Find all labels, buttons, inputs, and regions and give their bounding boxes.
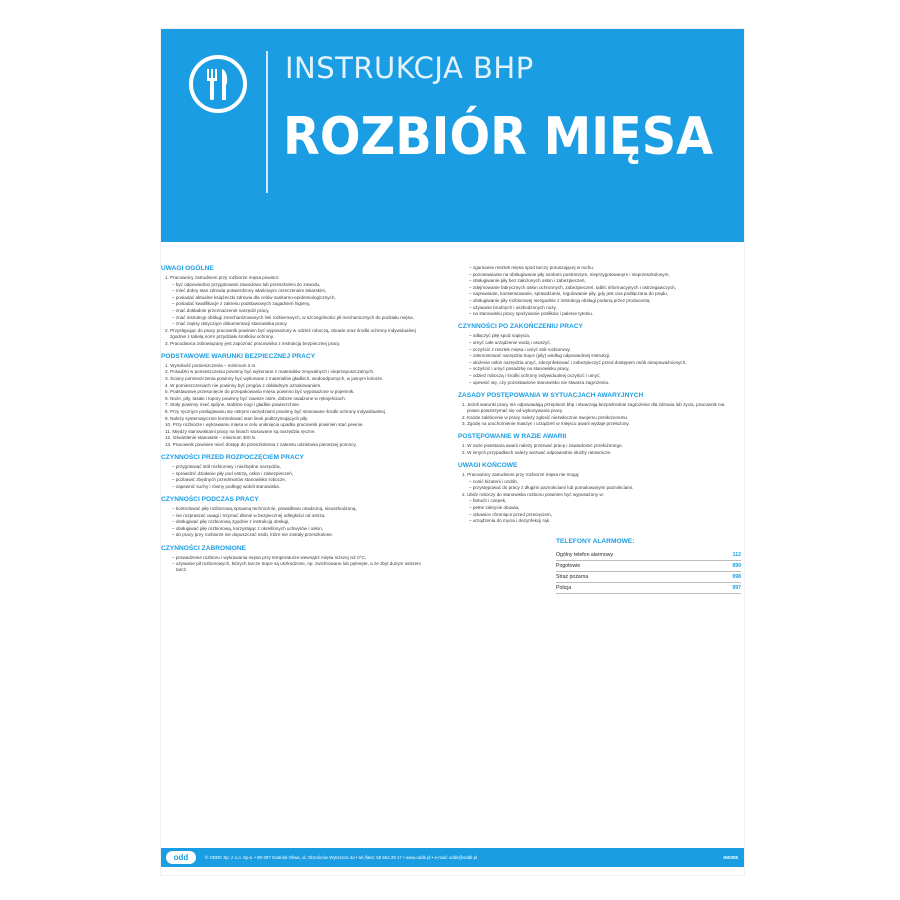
instruction-item: – zapewnić suchy i równy podłogę wokół stanowiska. [172,483,281,489]
instruction-item: 2. Każde zakłócenie w pracy należy zgłosić niezwłocznie swojemu przełożonemu. [462,414,629,420]
instruction-item: 6. Noże, piły, tasaki i topory powinny być zawsze ostre, dobrze osadzone w rękojeściach. [165,395,346,401]
instruction-item: 8. Przy ręcznym posługiwaniu się ostrymi narzędziami powinny być stosowane środki ochrony indywidualnej. [165,408,387,414]
section-title: POSTĘPOWANIE W RAZIE AWARII [458,433,567,441]
instruction-item: 9. Należy systematycznie kontrolować stan linek podtrzymujących piły. [165,415,309,421]
instruction-item: – posiadać kwalifikacje z zakresu podstawowych zagadnień higieny, [172,301,311,307]
instruction-item: – upewnić się, czy pozostawione stanowisko nie stwarza zagrożenia. [469,379,610,385]
phone-list [556,550,741,594]
instruction-item: – używanie brudnych i uszkodzonych noży, [469,304,557,310]
fork-knife-icon [189,55,247,113]
instruction-item: – obsługiwać piłę rozbiorową, korzystając z określonych uchwytów i osłon, [172,525,323,531]
instruction-item: – mieć dobry stan zdrowia potwierdzony właściwym orzeczeniem lekarskim, [172,288,327,294]
instruction-item: – znać zapisy dotyczące dokumentacji stanowiska pracy. [172,321,288,327]
phone-row [556,583,741,594]
instruction-item: – odłączyć piłę spod napięcia, [469,333,531,339]
instruction-item: – przygotować stół rozbiorowy i niezbędne narzędzia, [172,464,281,470]
instruction-item: 12. Oświetlenie stanowisk – minimum 300 lx. [165,435,257,441]
phone-label: Ogólny telefon alarmowy [556,552,614,559]
instruction-item: 3. Ściany pomieszczenia powinny być wykonane z materiałów gładkich, wodoodpornych, w jasnym kolorze. [165,375,384,381]
section-title: UWAGI KOŃCOWE [458,462,518,470]
instruction-item: – nosić biżuterii i ozdób, [469,478,519,484]
instruction-item: – obsługiwać piłę rozbiorową zgodnie z instrukcją obsługi, [172,519,290,525]
section-title: CZYNNOŚCI ZABRONIONE [161,544,246,552]
instruction-item: 3. Zgodę na uruchomienie maszyn i urządzeń w miejscu awarii wydaje przełożony. [462,421,630,427]
page-title: ROZBIÓR MIĘSA [283,107,714,167]
instruction-item: – fartuch i czepek, [469,498,507,504]
phone-number: 999 [732,563,741,570]
phone-label: Straż pożarna [556,574,589,581]
instruction-item: – pełne zakrycie obuwia, [469,505,520,511]
instruction-item: 2. Posadzki w pomieszczeniu powinny być wykonane z materiałów zmywalnych i nieprzepuszczalnych. [165,369,375,375]
instruction-item: – pozostawianie na obsługiwanie piły osobom postronnym, nieprzygotowanym i nieprzeszkolonym, [469,271,670,277]
instruction-item: 7. Stoły powinny mieć spójne, stabilne nogi i gładkie powierzchnie. [165,402,301,408]
phones-title: TELEFONY ALARMOWE: [556,538,635,546]
phone-number: 997 [732,585,741,592]
header-kicker: INSTRUKCJA BHP [285,51,534,85]
footer-bar [161,848,744,867]
right-sections [458,265,726,524]
instruction-item: – posiadać aktualne książeczki zdrowia dla celów sanitarno-epidemiologicznych, [172,294,336,300]
instruction-item: – pozbawić zbędnych przedmiotów stanowisko robocze, [172,477,287,483]
instruction-item: 2. Ubiór roboczy do stanowiska rozbioru powinien być wyposażony w: [462,491,604,497]
phone-number: 112 [732,552,741,559]
right-column [458,265,741,594]
header-banner [161,29,744,242]
instruction-item: – znać instrukcję obsługi zmechanizowanych linii rozbierowych, w szczególności pił mechanicznych do podziału mięsa, [172,314,414,320]
instruction-item: 2. Przystępując do pracy pracownik powinien być wyposażony w odzież roboczą, obuwie oraz środki ochrony indywidualnej zgodnie z tabelą norm przydziału środków ochrony. [165,327,416,339]
section-title: CZYNNOŚCI PRZED ROZPOCZĘCIEM PRACY [161,454,304,462]
instruction-item: 4. W pomieszczeniach nie powinny być progów z dokładnym oznakowaniem. [165,382,322,388]
section-title: UWAGI OGÓLNE [161,265,214,272]
instruction-item: 1. Pracownicy zatrudnieni przy rozbiorze mięsa nie mogą: [462,472,580,478]
section-title: PODSTAWOWE WARUNKI BEZPIECZNEJ PRACY [161,352,316,360]
instruction-item: – znać dokładnie przeznaczenie narzędzi pracy, [172,307,270,313]
instruction-item: – naprawianie, konserwowanie, sprawdzanie, regulowanie piły, gdy jest ona podłączona do prądu, [469,291,669,297]
instruction-item: 3. Pracodawca zobowiązany jest zapoznać pracownika z instrukcją bezpiecznej pracy. [165,340,341,346]
instruction-item: – na stanowisku pracy spożywanie posiłków i palenie tytoniu. [469,311,594,317]
instruction-item: – używanie pił rozbiorowych, których tarcze tnące są uszkodzone, np. zwichrowane lub pęknięte, a ze zbyt dużym ostrzem tarcz. [172,561,421,573]
instruction-item: – oczyścić i umyć posadzkę na stanowisku pracy, [469,366,570,372]
phone-label: Policja [556,585,572,592]
instruction-item: – obsługiwanie piły rozbiorowej niezgodnie z instrukcją obsługi podaną przez producenta, [469,297,651,303]
instruction-item: – oczyścić z resztek mięsa i umyć stół rozbiorowy, [469,346,571,352]
phone-row [556,572,741,583]
instruction-item: 13. Pracownik powinien mieć dostęp do przeszkolenia z zakresu udzielania pierwszej pomocy. [165,441,357,447]
phone-number: 998 [732,574,741,581]
instruction-item: – być odpowiednio przygotowani zawodowo lub przeszkoleni do zawodu, [172,281,321,287]
phone-row [556,561,741,572]
left-column [161,265,429,574]
instruction-item: 1. W razie powstania awarii należy przerwać pracę i zawiadomić przełożonego. [462,443,623,449]
instruction-item: – urządzenia do mycia i dezynfekcji rąk. [469,518,551,524]
instruction-item: – ułożenie osłon narzędzia umyć, zdezynfekować i zabezpieczyć przed dostępem osób nieupoważnionych, [469,359,687,365]
instruction-item: – do pracy przy rozbiorze nie dopuszczać osób, które nie zostały przeszkolone. [172,532,334,538]
footer-logo: odd [166,851,196,864]
instruction-item: – prowadzenie rozbioru i wykrawania mięsa przy temperaturze wewnątrz mięsa niższej niż 0°C, [172,554,367,560]
instruction-item: – przystępować do pracy z długimi paznokciami lub pomalowanymi paznokciami. [469,485,634,491]
instruction-item: – rękawice chroniące przed przecięciem, [469,511,552,517]
instruction-item: – nie rozpraszać uwagi i trzymać dłonie w bezpiecznej odległości od ostrza, [172,512,326,518]
instruction-item: 1. Wysokość pomieszczenia – minimum 3 m. [165,362,257,368]
instruction-item: 11. Między stanowiskami pracy na liniach stosowane są narzędzia ręczne. [165,428,316,434]
footer-contact: © ODDK Sp. z o.o. Sp.k. • 80-297 Gdańsk-Oliwa, ul. Obrońców Wybrzeża 4d • tel./faks: 58 554 29 17 • www.oddk.pl • e-mail: oddk@oddk.pl [205,855,477,860]
instruction-item: – kontrolować piłę rozbiorową sprawną technicznie, prawidłowo osadzoną, nieuszkodzoną, [172,506,357,512]
phone-label: Pogotowie [556,563,581,570]
instruction-item: – sprawdzić działanie piły pod ostrzą, osłon i zabezpieczeń, [172,470,294,476]
instruction-item: – obsługiwanie piły bez założonych osłon i zabezpieczeń, [469,278,586,284]
instruction-item: – odzież roboczą i środki ochrony indywidualnej oczyścić i umyć, [469,372,601,378]
instruction-item: 10. Przy rozbiorze i wykrawaniu mięsa w celu uniknięcia upadku pracownik powinien stać pewnie. [165,422,364,428]
instruction-item: – zdejmowanie fabrycznych osłon ochronnych, zabezpieczeń, tablic informacyjnych i ostrzegawczych, [469,284,677,290]
footer-code: INS305 [723,855,738,860]
instruction-item: 1. Pracownicy zatrudnieni przy rozbiorze mięsa powinni: [165,275,280,280]
instruction-item: – zdemontować narzędzia tnące (piły) według odpowiedniej instrukcji, [469,353,611,359]
instruction-item: – umyć całe urządzenie wodą i osuszyć, [469,339,551,345]
section-title: CZYNNOŚCI PODCZAS PRACY [161,496,259,504]
instruction-item: 5. Podstawowe przesunięcie do przepakowania mięsa powinno być wyposażone w pojemnik. [165,389,355,395]
phone-row [556,550,741,561]
instruction-item: 1. Jeżeli warunki pracy nie odpowiadają przepisom bhp i stwarzają bezpośrednie zagrożenie dla zdrowia lub życia, pracownik ma prawo powstrzymać się od wykonywania pracy. [462,401,725,413]
instruction-item: 2. W innych przypadkach należy wezwać odpowiednie służby ratownicze. [462,449,612,455]
emergency-phones [556,538,741,594]
section-title: CZYNNOŚCI PO ZAKOŃCZENIU PRACY [458,323,583,331]
section-title: ZASADY POSTĘPOWANIA W SYTUACJACH AWARYJNYCH [458,391,644,399]
header-divider [266,51,268,193]
instruction-item: – zgarnianie resztek mięsa spod tarczy poruszającej w ruchu, [469,265,595,270]
bhp-poster [161,29,744,875]
